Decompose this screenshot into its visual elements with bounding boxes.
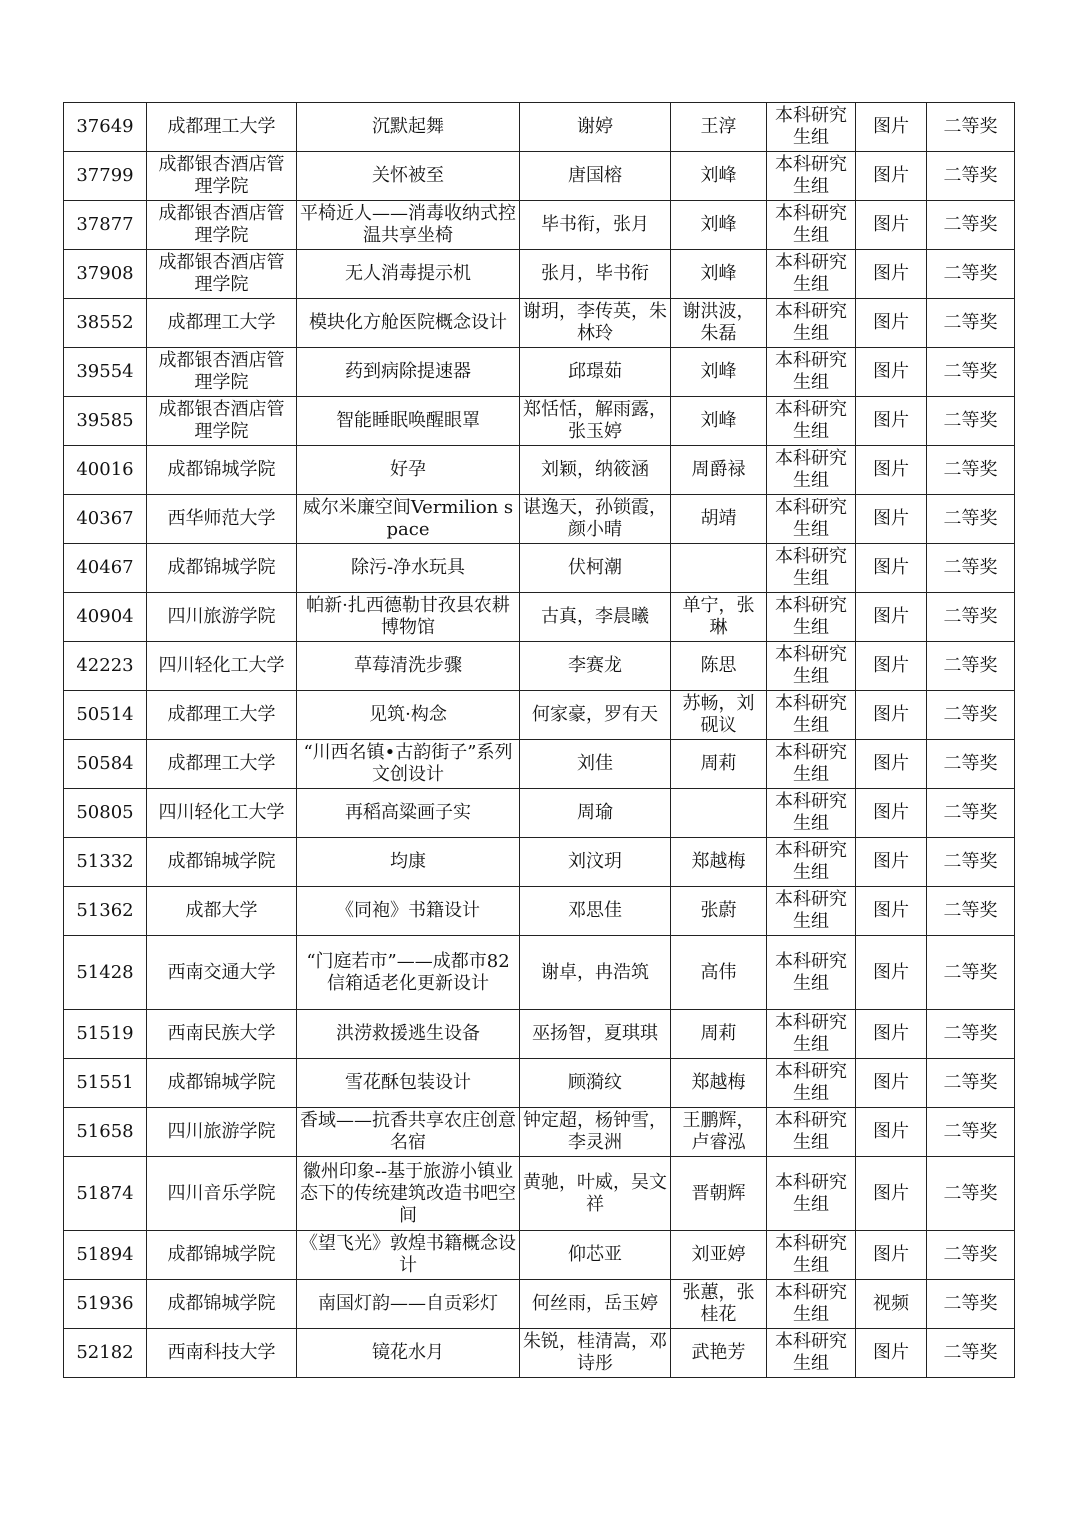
work-type-cell: 图片 (856, 1010, 927, 1059)
entry-id-cell: 50584 (64, 740, 147, 789)
advisor-cell: 苏畅，刘砚议 (671, 691, 767, 740)
award-cell: 二等奖 (927, 299, 1015, 348)
school-cell: 成都理工大学 (147, 299, 297, 348)
entry-id-cell: 40904 (64, 593, 147, 642)
authors-cell: 朱锐，桂清嵩，邓诗彤 (520, 1329, 671, 1378)
work-type-cell: 图片 (856, 299, 927, 348)
work-title-cell: 香域——抗香共享农庄创意名宿 (297, 1108, 520, 1157)
table-row (64, 397, 1015, 446)
authors-cell: 谢卓，冉浩筑 (520, 936, 671, 1010)
table-row (64, 740, 1015, 789)
entry-id-cell: 51658 (64, 1108, 147, 1157)
group-cell: 本科研究生组 (767, 642, 856, 691)
award-cell: 二等奖 (927, 789, 1015, 838)
table-row (64, 691, 1015, 740)
advisor-cell (671, 544, 767, 593)
award-cell: 二等奖 (927, 397, 1015, 446)
group-cell: 本科研究生组 (767, 789, 856, 838)
school-cell: 四川轻化工大学 (147, 642, 297, 691)
work-title-cell: 除污-净水玩具 (297, 544, 520, 593)
award-cell: 二等奖 (927, 1108, 1015, 1157)
entry-id-cell: 51936 (64, 1280, 147, 1329)
school-cell: 西南交通大学 (147, 936, 297, 1010)
award-cell: 二等奖 (927, 250, 1015, 299)
work-title-cell: 镜花水月 (297, 1329, 520, 1378)
work-type-cell: 图片 (856, 789, 927, 838)
work-type-cell: 图片 (856, 691, 927, 740)
authors-cell: 谢玥，李传英，朱林玲 (520, 299, 671, 348)
entry-id-cell: 37799 (64, 152, 147, 201)
table-row (64, 544, 1015, 593)
advisor-cell: 晋朝辉 (671, 1157, 767, 1231)
awards-table-body (64, 103, 1015, 1378)
award-cell: 二等奖 (927, 446, 1015, 495)
authors-cell: 邓思佳 (520, 887, 671, 936)
authors-cell: 巫扬智，夏琪琪 (520, 1010, 671, 1059)
work-type-cell: 图片 (856, 152, 927, 201)
work-type-cell: 图片 (856, 250, 927, 299)
authors-cell: 郑恬恬，解雨露，张玉婷 (520, 397, 671, 446)
table-row (64, 789, 1015, 838)
authors-cell: 何家豪，罗有天 (520, 691, 671, 740)
entry-id-cell: 40367 (64, 495, 147, 544)
school-cell: 成都锦城学院 (147, 1231, 297, 1280)
authors-cell: 张月，毕书衔 (520, 250, 671, 299)
authors-cell: 谌逸天，孙锁霞，颜小晴 (520, 495, 671, 544)
group-cell: 本科研究生组 (767, 740, 856, 789)
table-row (64, 642, 1015, 691)
work-type-cell: 图片 (856, 838, 927, 887)
work-type-cell: 视频 (856, 1280, 927, 1329)
advisor-cell: 王淳 (671, 103, 767, 152)
table-row (64, 348, 1015, 397)
work-type-cell: 图片 (856, 1059, 927, 1108)
work-title-cell: 威尔米廉空间Vermilion space (297, 495, 520, 544)
entry-id-cell: 37908 (64, 250, 147, 299)
table-row (64, 250, 1015, 299)
table-row (64, 446, 1015, 495)
work-title-cell: 平椅近人——消毒收纳式控温共享坐椅 (297, 201, 520, 250)
work-type-cell: 图片 (856, 348, 927, 397)
table-row (64, 593, 1015, 642)
group-cell: 本科研究生组 (767, 250, 856, 299)
advisor-cell: 张蕙，张桂花 (671, 1280, 767, 1329)
work-title-cell: 均康 (297, 838, 520, 887)
entry-id-cell: 51428 (64, 936, 147, 1010)
advisor-cell: 周莉 (671, 740, 767, 789)
award-cell: 二等奖 (927, 201, 1015, 250)
authors-cell: 仰芯亚 (520, 1231, 671, 1280)
entry-id-cell: 51519 (64, 1010, 147, 1059)
entry-id-cell: 51332 (64, 838, 147, 887)
advisor-cell: 周爵禄 (671, 446, 767, 495)
table-row (64, 1329, 1015, 1378)
advisor-cell: 刘峰 (671, 201, 767, 250)
table-row (64, 201, 1015, 250)
table-row (64, 838, 1015, 887)
work-type-cell: 图片 (856, 446, 927, 495)
table-row (64, 1108, 1015, 1157)
school-cell: 四川音乐学院 (147, 1157, 297, 1231)
group-cell: 本科研究生组 (767, 201, 856, 250)
table-row (64, 936, 1015, 1010)
advisor-cell: 郑越梅 (671, 838, 767, 887)
award-cell: 二等奖 (927, 1157, 1015, 1231)
authors-cell: 黄驰，叶威，吴文祥 (520, 1157, 671, 1231)
group-cell: 本科研究生组 (767, 1280, 856, 1329)
group-cell: 本科研究生组 (767, 1231, 856, 1280)
authors-cell: 李赛龙 (520, 642, 671, 691)
school-cell: 成都锦城学院 (147, 1280, 297, 1329)
authors-cell: 刘汶玥 (520, 838, 671, 887)
entry-id-cell: 37877 (64, 201, 147, 250)
award-cell: 二等奖 (927, 740, 1015, 789)
work-type-cell: 图片 (856, 593, 927, 642)
school-cell: 成都锦城学院 (147, 838, 297, 887)
award-cell: 二等奖 (927, 642, 1015, 691)
work-title-cell: 南国灯韵——自贡彩灯 (297, 1280, 520, 1329)
work-type-cell: 图片 (856, 936, 927, 1010)
work-title-cell: 《望飞光》敦煌书籍概念设计 (297, 1231, 520, 1280)
work-title-cell: 再稻高粱画子实 (297, 789, 520, 838)
advisor-cell: 刘峰 (671, 250, 767, 299)
work-title-cell: 草莓清洗步骤 (297, 642, 520, 691)
group-cell: 本科研究生组 (767, 691, 856, 740)
award-cell: 二等奖 (927, 838, 1015, 887)
table-row (64, 887, 1015, 936)
school-cell: 西南民族大学 (147, 1010, 297, 1059)
authors-cell: 古真，李晨曦 (520, 593, 671, 642)
authors-cell: 何丝雨，岳玉婷 (520, 1280, 671, 1329)
school-cell: 成都银杏酒店管理学院 (147, 250, 297, 299)
work-type-cell: 图片 (856, 397, 927, 446)
work-type-cell: 图片 (856, 1231, 927, 1280)
authors-cell: 周瑜 (520, 789, 671, 838)
entry-id-cell: 38552 (64, 299, 147, 348)
award-cell: 二等奖 (927, 1059, 1015, 1108)
table-row (64, 1280, 1015, 1329)
authors-cell: 毕书衔，张月 (520, 201, 671, 250)
work-type-cell: 图片 (856, 887, 927, 936)
entry-id-cell: 42223 (64, 642, 147, 691)
work-type-cell: 图片 (856, 201, 927, 250)
school-cell: 四川旅游学院 (147, 1108, 297, 1157)
advisor-cell: 周莉 (671, 1010, 767, 1059)
work-title-cell: 沉默起舞 (297, 103, 520, 152)
advisor-cell: 王鹏辉，卢睿泓 (671, 1108, 767, 1157)
entry-id-cell: 51551 (64, 1059, 147, 1108)
school-cell: 西南科技大学 (147, 1329, 297, 1378)
group-cell: 本科研究生组 (767, 593, 856, 642)
award-cell: 二等奖 (927, 1329, 1015, 1378)
entry-id-cell: 37649 (64, 103, 147, 152)
award-cell: 二等奖 (927, 544, 1015, 593)
advisor-cell: 张蔚 (671, 887, 767, 936)
work-title-cell: 徽州印象--基于旅游小镇业态下的传统建筑改造书吧空间 (297, 1157, 520, 1231)
group-cell: 本科研究生组 (767, 397, 856, 446)
advisor-cell: 胡靖 (671, 495, 767, 544)
work-title-cell: 洪涝救援逃生设备 (297, 1010, 520, 1059)
authors-cell: 刘佳 (520, 740, 671, 789)
entry-id-cell: 39585 (64, 397, 147, 446)
table-row (64, 1010, 1015, 1059)
work-title-cell: 关怀被至 (297, 152, 520, 201)
group-cell: 本科研究生组 (767, 495, 856, 544)
group-cell: 本科研究生组 (767, 1059, 856, 1108)
advisor-cell (671, 789, 767, 838)
group-cell: 本科研究生组 (767, 152, 856, 201)
advisor-cell: 刘峰 (671, 397, 767, 446)
award-cell: 二等奖 (927, 936, 1015, 1010)
work-title-cell: 药到病除提速器 (297, 348, 520, 397)
work-title-cell: 《同袍》书籍设计 (297, 887, 520, 936)
work-type-cell: 图片 (856, 1157, 927, 1231)
work-title-cell: “川西名镇•古韵街子”系列文创设计 (297, 740, 520, 789)
award-cell: 二等奖 (927, 348, 1015, 397)
award-cell: 二等奖 (927, 103, 1015, 152)
school-cell: 成都大学 (147, 887, 297, 936)
award-cell: 二等奖 (927, 593, 1015, 642)
school-cell: 成都银杏酒店管理学院 (147, 201, 297, 250)
group-cell: 本科研究生组 (767, 446, 856, 495)
table-row (64, 103, 1015, 152)
authors-cell: 顾漪纹 (520, 1059, 671, 1108)
entry-id-cell: 50805 (64, 789, 147, 838)
group-cell: 本科研究生组 (767, 1010, 856, 1059)
work-title-cell: 模块化方舱医院概念设计 (297, 299, 520, 348)
authors-cell: 伏柯潮 (520, 544, 671, 593)
award-cell: 二等奖 (927, 887, 1015, 936)
school-cell: 成都锦城学院 (147, 544, 297, 593)
group-cell: 本科研究生组 (767, 887, 856, 936)
work-type-cell: 图片 (856, 103, 927, 152)
school-cell: 成都理工大学 (147, 103, 297, 152)
group-cell: 本科研究生组 (767, 1108, 856, 1157)
school-cell: 四川轻化工大学 (147, 789, 297, 838)
table-row (64, 299, 1015, 348)
advisor-cell: 刘峰 (671, 152, 767, 201)
table-row (64, 1157, 1015, 1231)
group-cell: 本科研究生组 (767, 348, 856, 397)
awards-table (63, 102, 1015, 1378)
school-cell: 西华师范大学 (147, 495, 297, 544)
group-cell: 本科研究生组 (767, 544, 856, 593)
authors-cell: 刘颖，纳筱涵 (520, 446, 671, 495)
work-title-cell: 雪花酥包装设计 (297, 1059, 520, 1108)
work-title-cell: 好孕 (297, 446, 520, 495)
entry-id-cell: 52182 (64, 1329, 147, 1378)
school-cell: 成都银杏酒店管理学院 (147, 348, 297, 397)
school-cell: 成都银杏酒店管理学院 (147, 152, 297, 201)
group-cell: 本科研究生组 (767, 838, 856, 887)
table-row (64, 1231, 1015, 1280)
award-cell: 二等奖 (927, 1231, 1015, 1280)
work-title-cell: 见筑·构念 (297, 691, 520, 740)
work-type-cell: 图片 (856, 1329, 927, 1378)
table-row (64, 495, 1015, 544)
advisor-cell: 高伟 (671, 936, 767, 1010)
advisor-cell: 陈思 (671, 642, 767, 691)
award-cell: 二等奖 (927, 691, 1015, 740)
school-cell: 成都锦城学院 (147, 1059, 297, 1108)
advisor-cell: 刘亚婷 (671, 1231, 767, 1280)
advisor-cell: 刘峰 (671, 348, 767, 397)
entry-id-cell: 50514 (64, 691, 147, 740)
entry-id-cell: 39554 (64, 348, 147, 397)
work-title-cell: 帕新·扎西德勒甘孜县农耕博物馆 (297, 593, 520, 642)
work-type-cell: 图片 (856, 642, 927, 691)
work-type-cell: 图片 (856, 495, 927, 544)
entry-id-cell: 40016 (64, 446, 147, 495)
authors-cell: 钟定超，杨钟雪，李灵洲 (520, 1108, 671, 1157)
advisor-cell: 单宁，张琳 (671, 593, 767, 642)
entry-id-cell: 40467 (64, 544, 147, 593)
group-cell: 本科研究生组 (767, 103, 856, 152)
table-row (64, 152, 1015, 201)
award-cell: 二等奖 (927, 495, 1015, 544)
group-cell: 本科研究生组 (767, 936, 856, 1010)
group-cell: 本科研究生组 (767, 1157, 856, 1231)
school-cell: 成都锦城学院 (147, 446, 297, 495)
work-title-cell: “门庭若市”——成都市82信箱适老化更新设计 (297, 936, 520, 1010)
group-cell: 本科研究生组 (767, 1329, 856, 1378)
group-cell: 本科研究生组 (767, 299, 856, 348)
entry-id-cell: 51362 (64, 887, 147, 936)
work-type-cell: 图片 (856, 544, 927, 593)
award-cell: 二等奖 (927, 1010, 1015, 1059)
advisor-cell: 谢洪波，朱磊 (671, 299, 767, 348)
award-cell: 二等奖 (927, 1280, 1015, 1329)
table-row (64, 1059, 1015, 1108)
work-type-cell: 图片 (856, 1108, 927, 1157)
entry-id-cell: 51894 (64, 1231, 147, 1280)
work-title-cell: 无人消毒提示机 (297, 250, 520, 299)
school-cell: 成都银杏酒店管理学院 (147, 397, 297, 446)
advisor-cell: 郑越梅 (671, 1059, 767, 1108)
work-type-cell: 图片 (856, 740, 927, 789)
work-title-cell: 智能睡眠唤醒眼罩 (297, 397, 520, 446)
school-cell: 四川旅游学院 (147, 593, 297, 642)
entry-id-cell: 51874 (64, 1157, 147, 1231)
award-cell: 二等奖 (927, 152, 1015, 201)
authors-cell: 邱璟茹 (520, 348, 671, 397)
school-cell: 成都理工大学 (147, 691, 297, 740)
authors-cell: 谢婷 (520, 103, 671, 152)
school-cell: 成都理工大学 (147, 740, 297, 789)
advisor-cell: 武艳芳 (671, 1329, 767, 1378)
authors-cell: 唐国榕 (520, 152, 671, 201)
